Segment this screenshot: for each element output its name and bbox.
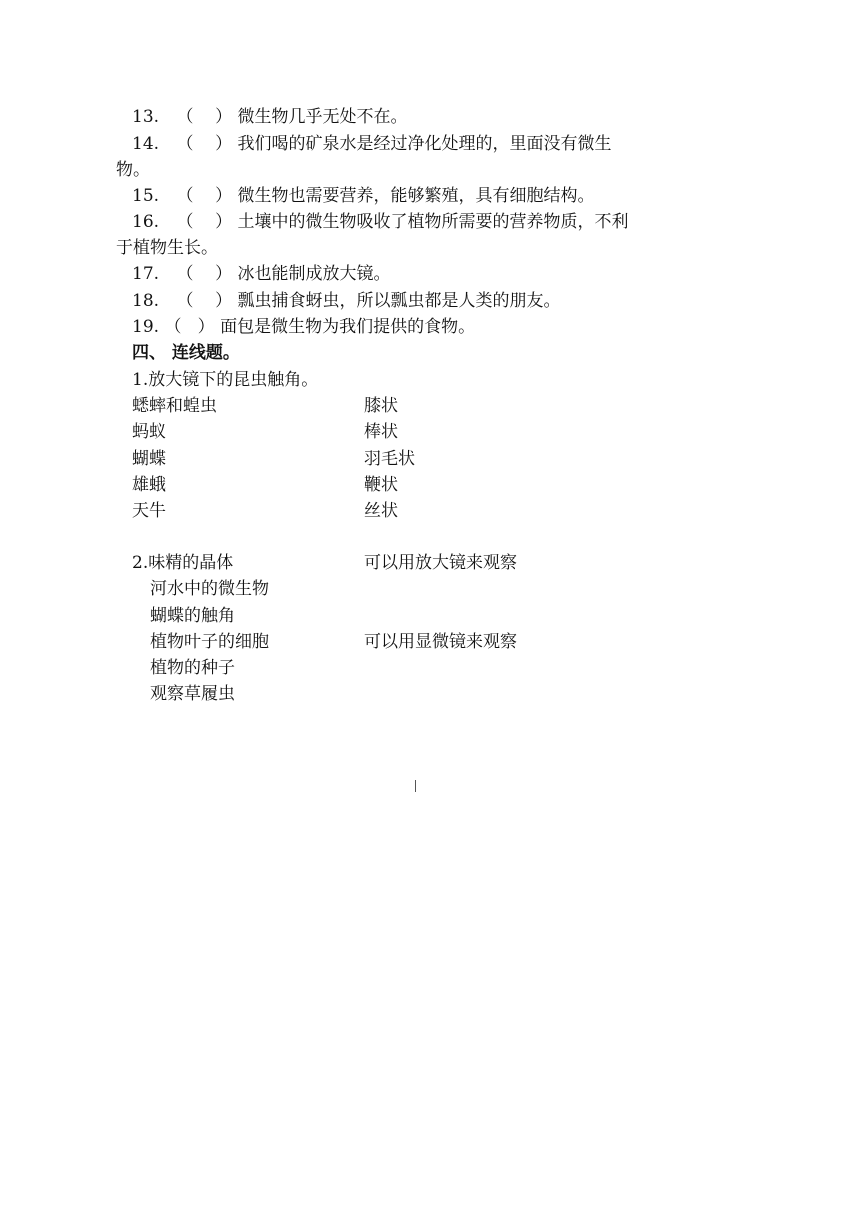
question-number: 17. xyxy=(132,264,160,284)
question-number: 16. xyxy=(132,212,160,232)
text-cursor xyxy=(415,780,416,792)
question-text: 土壤中的微生物吸收了植物所需要的营养物质，不利 xyxy=(237,212,629,232)
match1-left-item: 雄蛾 xyxy=(132,475,166,495)
match2-left-item: 植物的种子 xyxy=(150,658,235,678)
question-15 xyxy=(132,183,594,209)
match2-right-item: 可以用显微镜来观察 xyxy=(364,632,517,652)
question-13 xyxy=(132,104,407,130)
question-text: 微生物也需要营养，能够繁殖，具有细胞结构。 xyxy=(237,186,595,206)
question-number: 19. xyxy=(132,317,160,337)
answer-blank: （ ） xyxy=(176,107,233,127)
answer-blank: （ ） xyxy=(176,212,233,232)
match2-left-item: 蝴蝶的触角 xyxy=(150,606,235,626)
match1-right-item: 丝状 xyxy=(364,501,398,521)
match1-title: 1.放大镜下的昆虫触角。 xyxy=(132,370,319,390)
question-text: 冰也能制成放大镜。 xyxy=(237,264,391,284)
match1-right-item: 膝状 xyxy=(364,396,398,416)
answer-blank: （ ） xyxy=(176,291,233,311)
question-number: 14. xyxy=(132,134,160,154)
match1-right-item: 羽毛状 xyxy=(364,449,415,469)
question-14-continuation: 物。 xyxy=(116,160,150,180)
question-text: 微生物几乎无处不在。 xyxy=(237,107,408,127)
match2-left-item: 观察草履虫 xyxy=(150,684,235,704)
answer-blank: （ ） xyxy=(164,317,215,337)
question-19 xyxy=(132,314,475,340)
answer-blank: （ ） xyxy=(176,264,233,284)
question-18 xyxy=(132,288,560,314)
question-17 xyxy=(132,261,390,287)
question-14 xyxy=(132,131,611,157)
question-number: 18. xyxy=(132,291,160,311)
question-16 xyxy=(132,209,628,235)
match2-left-item: 2.味精的晶体 xyxy=(132,553,234,573)
match1-right-item: 鞭状 xyxy=(364,475,398,495)
match1-left-item: 蟋蟀和蝗虫 xyxy=(132,396,217,416)
answer-blank: （ ） xyxy=(176,134,233,154)
answer-blank: （ ） xyxy=(176,186,233,206)
question-number: 13. xyxy=(132,107,160,127)
match2-left-item: 河水中的微生物 xyxy=(150,579,269,599)
question-text: 我们喝的矿泉水是经过净化处理的，里面没有微生 xyxy=(237,134,612,154)
match1-right-item: 棒状 xyxy=(364,422,398,442)
question-number: 15. xyxy=(132,186,160,206)
question-text: 瓢虫捕食蚜虫，所以瓢虫都是人类的朋友。 xyxy=(237,291,561,311)
section-heading: 四、 连线题。 xyxy=(132,343,240,363)
match1-left-item: 蚂蚁 xyxy=(132,422,166,442)
match1-left-item: 天牛 xyxy=(132,501,166,521)
question-16-continuation: 于植物生长。 xyxy=(116,238,218,258)
question-text: 面包是微生物为我们提供的食物。 xyxy=(220,317,476,337)
match2-left-item: 植物叶子的细胞 xyxy=(150,632,269,652)
match1-left-item: 蝴蝶 xyxy=(132,449,166,469)
match2-right-item: 可以用放大镜来观察 xyxy=(364,553,517,573)
